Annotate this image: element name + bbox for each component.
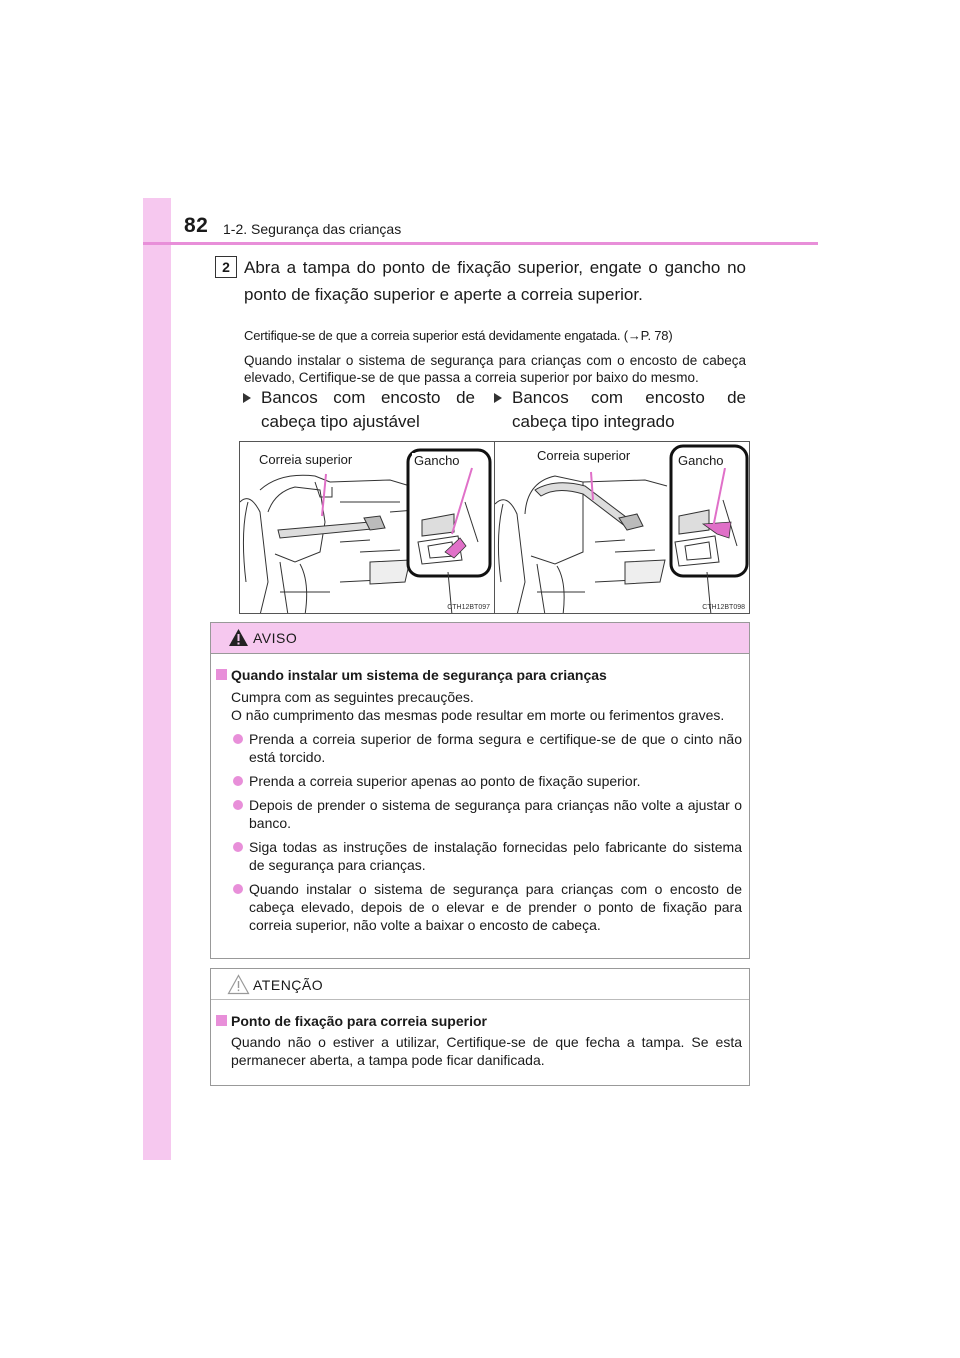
label-gancho: Gancho <box>678 453 724 468</box>
warning-intro-1: Cumpra com as seguintes precauções. <box>231 689 474 705</box>
side-tab-bar <box>143 198 171 1160</box>
warning-bullet: Quando instalar o sistema de segurança para crianças com o encosto de cabeça elevado, depois de o elevar e de prender o ponto de fixação para correia superior, não volte a baixar o encosto de cabeça. <box>231 880 742 934</box>
step-note-engaged <box>244 327 746 386</box>
header-divider <box>143 242 818 245</box>
step-instruction: Abra a tampa do ponto de fixação superior, engate o gancho no ponto de fixação superior e aperte a correia superior. <box>244 258 746 304</box>
warning-bullet: Prenda a correia superior apenas ao ponto de fixação superior. <box>231 772 742 790</box>
step-note-1: Certifique-se de que a correia superior está devidamente engatada. (→P. 78) <box>244 328 673 343</box>
warning-bullet: Siga todas as instruções de instalação fornecidas pelo fabricante do sistema de segurança para crianças. <box>231 838 742 874</box>
warning-intro-2: O não cumprimento das mesmas pode resultar em morte ou ferimentos graves. <box>231 707 725 723</box>
triangle-bullet-icon <box>494 393 502 403</box>
figure-code: CTH12BT098 <box>702 604 745 611</box>
warning-heading: Quando instalar um sistema de segurança para crianças <box>212 666 749 684</box>
caution-heading: Ponto de fixação para correia superior <box>212 1012 749 1030</box>
step-number-box: 2 <box>215 256 237 278</box>
warning-triangle-icon <box>228 628 249 647</box>
caution-header <box>211 969 749 1000</box>
section-title: 1-2. Segurança das crianças <box>223 221 402 237</box>
warning-bullet: Depois de prender o sistema de segurança para crianças não volte a ajustar o banco. <box>231 796 742 832</box>
warning-header <box>211 623 749 654</box>
caution-text: Quando não o estiver a utilizar, Certifique-se de que fecha a tampa. Se esta permanecer aberta, a tampa pode ficar danificada. <box>231 1034 742 1068</box>
label-correia-superior: Correia superior <box>537 448 631 463</box>
figure-heading-adjustable: Bancos com encosto de cabeça tipo ajustável <box>243 386 475 434</box>
illustration-adjustable-headrest <box>239 441 495 614</box>
warning-title: AVISO <box>253 630 298 646</box>
caution-box <box>210 968 750 1086</box>
caution-body <box>211 1000 749 1069</box>
caution-title: ATENÇÃO <box>253 977 324 993</box>
caution-triangle-icon <box>227 974 250 995</box>
triangle-bullet-icon <box>243 393 251 403</box>
figure-code: CTH12BT097 <box>447 604 490 611</box>
label-correia-superior: Correia superior <box>259 452 353 467</box>
warning-box <box>210 622 750 959</box>
figure-heading-integrated: Bancos com encosto de cabeça tipo integrado <box>494 386 746 434</box>
page-number: 82 <box>184 214 209 237</box>
illustration-integrated-headrest <box>494 441 750 614</box>
warning-bullet: Prenda a correia superior de forma segura e certifique-se de que o cinto não está torcido. <box>231 730 742 766</box>
step-note-2: Quando instalar o sistema de segurança para crianças com o encosto de cabeça elevado, Certifique-se de que passa a correia superior por baixo do mesmo. <box>244 353 746 385</box>
warning-body <box>211 654 749 934</box>
label-gancho: Gancho <box>414 453 460 468</box>
